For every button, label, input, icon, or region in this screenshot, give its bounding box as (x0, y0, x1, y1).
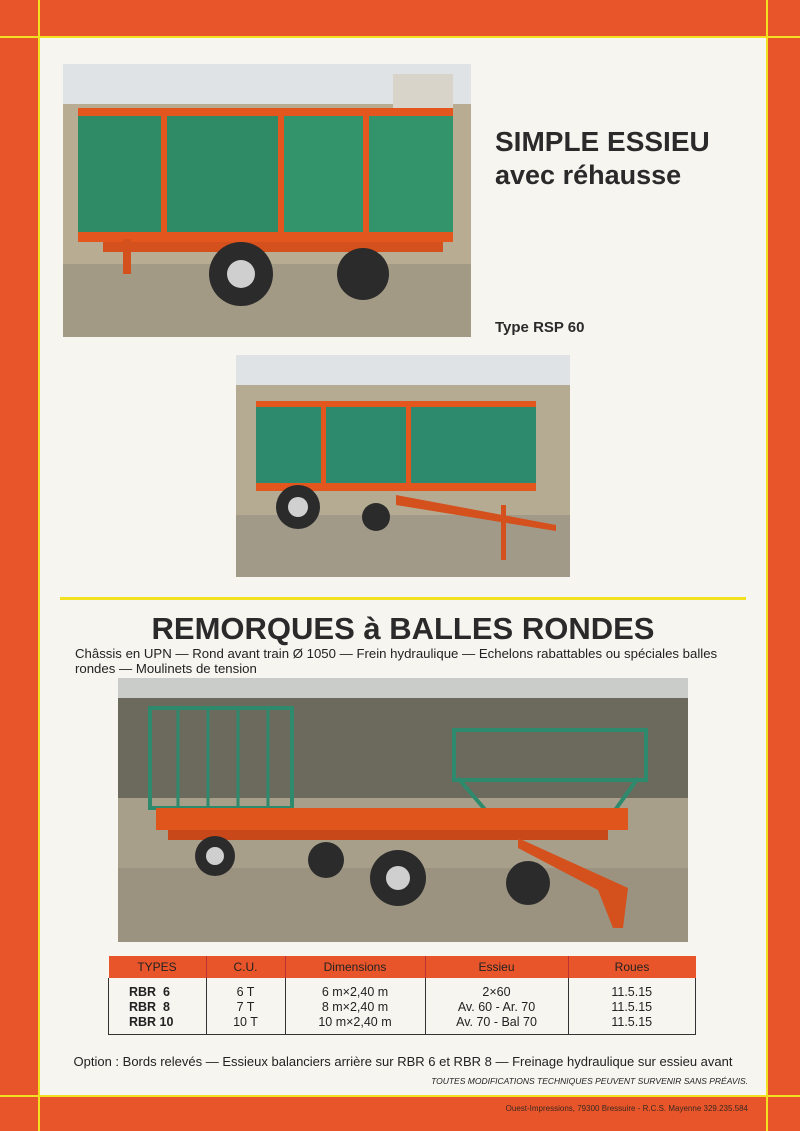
table-row (109, 1000, 696, 1015)
cell-type: RBR 8 (109, 1000, 207, 1015)
table-header-row (109, 956, 696, 978)
header-types: TYPES (109, 956, 207, 978)
disclaimer: TOUTES MODIFICATIONS TECHNIQUES PEUVENT SURVENIR SANS PRÉAVIS. (431, 1076, 748, 1086)
printer-credit: Ouest-Impressions, 79300 Bressuire - R.C.S. Mayenne 329.235.584 (505, 1104, 748, 1113)
photo-trailer-green (236, 355, 570, 577)
cell-essieu: 2×60 (425, 978, 568, 1000)
cell-cu: 7 T (206, 1000, 285, 1015)
header-roues: Roues (568, 956, 696, 978)
table-row (109, 978, 696, 1000)
section1-title-line1: SIMPLE ESSIEU (495, 126, 710, 157)
section2-title: REMORQUES à BALLES RONDES (151, 611, 655, 646)
header-essieu: Essieu (425, 956, 568, 978)
border-line-bottom (0, 1095, 800, 1097)
photo-trailer-rsp60 (63, 64, 471, 337)
cell-cu: 10 T (206, 1015, 285, 1035)
header-dimensions: Dimensions (285, 956, 425, 978)
section1-title-line2: avec réhausse (495, 160, 682, 190)
table-row (109, 1015, 696, 1035)
cell-type: RBR 6 (109, 978, 207, 1000)
cell-roues: 11.5.15 (611, 1015, 653, 1029)
section-separator (60, 597, 746, 600)
cell-roues: 11.5.15 (611, 1000, 653, 1014)
cell-essieu: Av. 70 - Bal 70 (425, 1015, 568, 1035)
option-text: Option : Bords relevés — Essieux balanciers arrière sur RBR 6 et RBR 8 — Freinage hydraulique sur essieu avant (73, 1054, 733, 1069)
specifications-table (108, 956, 696, 1035)
type-label: Type RSP 60 (495, 319, 585, 336)
cell-essieu: Av. 60 - Ar. 70 (425, 1000, 568, 1015)
cell-cu: 6 T (206, 978, 285, 1000)
header-cu: C.U. (206, 956, 285, 978)
cell-dimensions: 6 m×2,40 m (285, 978, 425, 1000)
photo-bale-trailer (118, 678, 688, 942)
cell-dimensions: 10 m×2,40 m (285, 1015, 425, 1035)
cell-roues: 11.5.15 (611, 985, 653, 999)
cell-dimensions: 8 m×2,40 m (285, 1000, 425, 1015)
section2-description: Châssis en UPN — Rond avant train Ø 1050 — Frein hydraulique — Echelons rabattables ou spéciales balles rondes — Moulinets de tension (75, 646, 718, 676)
border-line-right (766, 0, 768, 1131)
cell-type: RBR 10 (109, 1015, 207, 1035)
